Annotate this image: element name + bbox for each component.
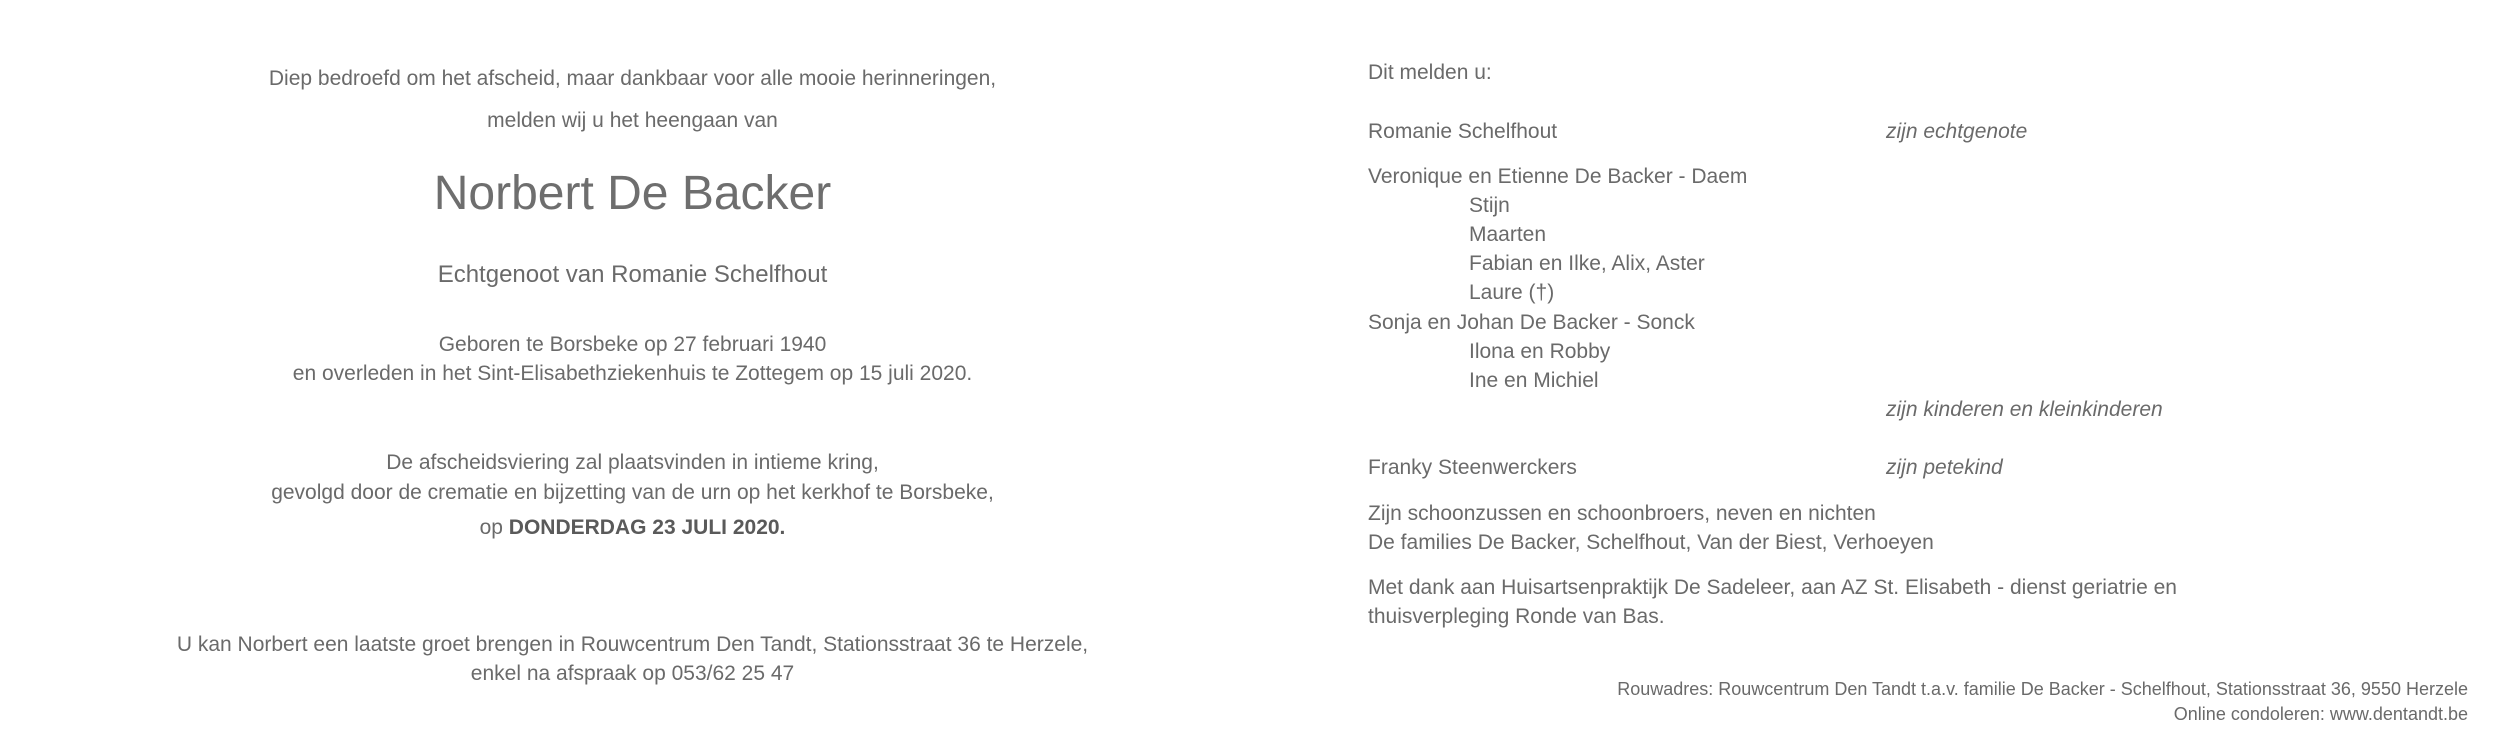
ceremony-line-2: gevolgd door de crematie en bijzetting van de urn op het kerkhof te Borsbeke, bbox=[271, 481, 994, 504]
grandchild-4: Laure (†) bbox=[1469, 281, 1555, 304]
death-line: en overleden in het Sint-Elisabethziekenhuis te Zottegem op 15 juli 2020. bbox=[292, 362, 973, 385]
ceremony-date: DONDERDAG 23 JULI 2020. bbox=[508, 516, 786, 539]
family-line-2: Sonja en Johan De Backer - Sonck bbox=[1368, 311, 1695, 334]
grandchild-3: Fabian en Ilke, Alix, Aster bbox=[1469, 252, 1705, 275]
grandchild-5: Ilona en Robby bbox=[1469, 340, 1611, 363]
grandchild-2: Maarten bbox=[1469, 223, 1547, 246]
children-role: zijn kinderen en kleinkinderen bbox=[1886, 398, 2163, 421]
ceremony-line-3 bbox=[0, 513, 1265, 542]
spouse-line: Echtgenoot van Romanie Schelfhout bbox=[437, 261, 828, 288]
grandchild-6: Ine en Michiel bbox=[1469, 369, 1599, 392]
thanks-line-2: thuisverpleging Ronde van Bas. bbox=[1368, 605, 1665, 628]
deceased-name: Norbert De Backer bbox=[433, 167, 832, 220]
family-line-1: Veronique en Etienne De Backer - Daem bbox=[1368, 165, 1748, 188]
ceremony-line-1: De afscheidsviering zal plaatsvinden in intieme kring, bbox=[386, 451, 879, 474]
spouse-role: zijn echtgenote bbox=[1886, 120, 2028, 143]
visit-line-1: U kan Norbert een laatste groet brengen in Rouwcentrum Den Tandt, Stationsstraat 36 te Herzele, bbox=[176, 633, 1089, 656]
right-panel bbox=[1368, 0, 2468, 754]
announce-heading: Dit melden u: bbox=[1368, 61, 1492, 84]
thanks-line-1: Met dank aan Huisartsenpraktijk De Sadeleer, aan AZ St. Elisabeth - dienst geriatrie en bbox=[1368, 576, 2177, 599]
mourning-address: Rouwadres: Rouwcentrum Den Tandt t.a.v. familie De Backer - Schelfhout, Stationsstraat 36, 9550 Herzele bbox=[1617, 679, 2468, 699]
godchild-name: Franky Steenwerckers bbox=[1368, 456, 1577, 479]
online-condolences: Online condoleren: www.dentandt.be bbox=[2173, 704, 2468, 724]
ceremony-prefix: op bbox=[479, 516, 503, 539]
grandchild-1: Stijn bbox=[1469, 194, 1510, 217]
visit-line-2: enkel na afspraak op 053/62 25 47 bbox=[470, 662, 795, 685]
intro-line-1: Diep bedroefd om het afscheid, maar dankbaar voor alle mooie herinneringen, bbox=[268, 67, 997, 90]
birth-line: Geboren te Borsbeke op 27 februari 1940 bbox=[438, 333, 827, 356]
relatives-line-1: Zijn schoonzussen en schoonbroers, neven en nichten bbox=[1368, 502, 1876, 525]
intro-line-2: melden wij u het heengaan van bbox=[487, 109, 778, 132]
godchild-role: zijn petekind bbox=[1886, 456, 2003, 479]
spouse-name: Romanie Schelfhout bbox=[1368, 120, 1558, 143]
relatives-line-2: De families De Backer, Schelfhout, Van der Biest, Verhoeyen bbox=[1368, 531, 1934, 554]
